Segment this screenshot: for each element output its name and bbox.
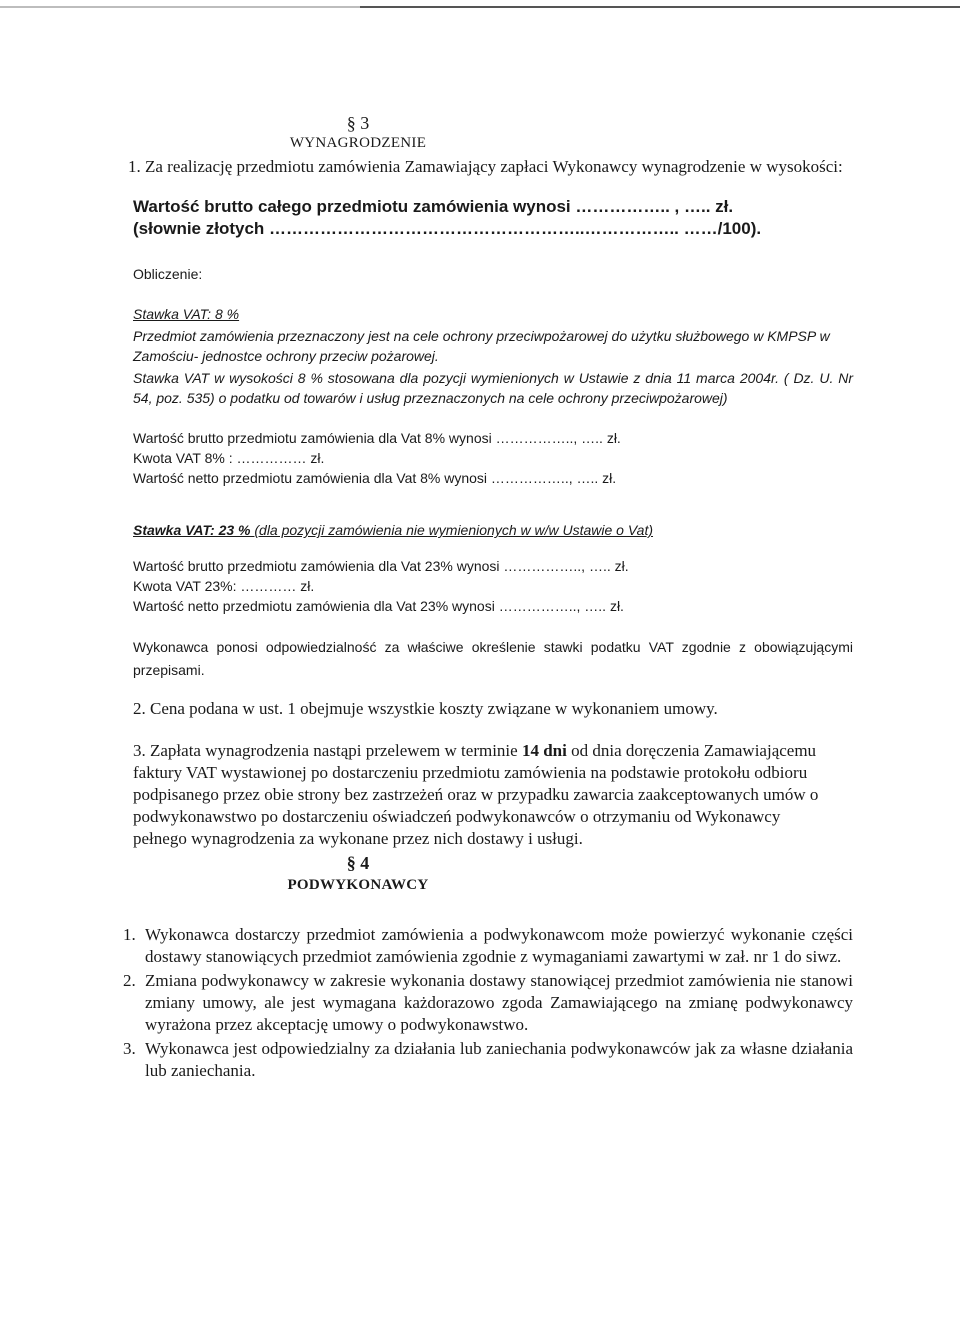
total-value-words-line: (słownie złotych ………………………………………………..…………….. ……/100).	[133, 219, 762, 238]
section3-paragraph-1: 1. Za realizację przedmiotu zamówienia Zamawiający zapłaci Wykonawcy wynagrodzenie w wysokości:	[128, 157, 843, 176]
paragraph-3-text-b: od dnia doręczenia Zamawiającemu faktury VAT wystawionej po dostarczeniu przedmiotu zamówienia na podstawie protokołu odbioru podpisanego przez obie strony bez zastrzeżeń oraz w przypadku zawarcia zaakceptowanych umów o podwykonawstwo po dostarczeniu oświadczeń podwykonawców o otrzymaniu od Wykonawcy pełnego wynagrodzenia za wykonane przez nich dostawy i usługi.	[133, 741, 819, 848]
total-value-line: Wartość brutto całego przedmiotu zamówienia wynosi …………….. , ….. zł.	[133, 197, 734, 216]
document-page	[123, 112, 853, 1082]
vat-responsibility-note: Wykonawca ponosi odpowiedzialność za właściwe określenie stawki podatku VAT zgodnie z obowiązującymi przepisami.	[133, 639, 853, 678]
list-item-number: 1.	[123, 925, 136, 944]
scan-top-border	[0, 6, 960, 8]
section3-paragraph-3	[133, 740, 833, 850]
payment-term: 14 dni	[521, 741, 567, 760]
section4-symbol: § 4	[346, 853, 370, 873]
vat23-net-value: Wartość netto przedmiotu zamówienia dla Vat 23% wynosi …………….., ….. zł.	[133, 598, 624, 614]
vat23-heading-note: (dla pozycji zamówienia nie wymienionych w w/w Ustawie o Vat)	[250, 522, 654, 538]
vat23-heading-rate: Stawka VAT: 23 %	[133, 522, 251, 538]
vat8-amount: Kwota VAT 8% : …………… zł.	[133, 450, 325, 466]
list-item-number: 3.	[123, 1039, 136, 1058]
vat8-heading: Stawka VAT: 8 %	[133, 306, 240, 322]
list-item-text: Wykonawca jest odpowiedzialny za działania lub zaniechania podwykonawców jak za własne działania lub zaniechania.	[145, 1039, 853, 1080]
paragraph-3-text-a: 3. Zapłata wynagrodzenia nastąpi przelewem w terminie	[133, 741, 522, 760]
subcontractors-list	[123, 924, 853, 1082]
vat23-gross-value: Wartość brutto przedmiotu zamówienia dla Vat 23% wynosi …………….., ….. zł.	[133, 558, 629, 574]
section4-title: PODWYKONAWCY	[287, 877, 429, 893]
vat23-heading	[133, 520, 853, 540]
vat8-description-1: Przedmiot zamówienia przeznaczony jest na cele ochrony przeciwpożarowej do użytku służbowego w KMPSP w Zamościu- jednostce ochrony przeciw pożarowej.	[133, 328, 830, 364]
section3-paragraph-2: 2. Cena podana w ust. 1 obejmuje wszystkie koszty związane w wykonaniem umowy.	[133, 699, 718, 718]
section3-title: WYNAGRODZENIE	[289, 135, 427, 151]
vat8-description-2: Stawka VAT w wysokości 8 % stosowana dla pozycji wymienionych w Ustawie z dnia 11 marca 2004r. ( Dz. U. Nr 54, poz. 535) o podatku od towarów i usług przeznaczonych na cele ochrony przeciwpożarowej)	[133, 370, 853, 406]
list-item	[123, 1038, 853, 1082]
vat8-gross-value: Wartość brutto przedmiotu zamówienia dla Vat 8% wynosi …………….., ….. zł.	[133, 430, 621, 446]
vat23-amount: Kwota VAT 23%: ………… zł.	[133, 578, 315, 594]
section3-symbol: § 3	[346, 113, 370, 133]
list-item	[123, 970, 853, 1036]
vat8-net-value: Wartość netto przedmiotu zamówienia dla Vat 8% wynosi …………….., ….. zł.	[133, 470, 617, 486]
list-item	[123, 924, 853, 968]
list-item-text: Wykonawca dostarczy przedmiot zamówienia a podwykonawcom może powierzyć wykonanie części dostawy stanowiących przedmiot zamówienia zgodnie z wymaganiami zawartymi w zał. nr 1 do siwz.	[145, 925, 853, 966]
calculation-label: Obliczenie:	[133, 266, 203, 282]
list-item-number: 2.	[123, 971, 136, 990]
list-item-text: Zmiana podwykonawcy w zakresie wykonania dostawy stanowiącej przedmiot zamówienia nie stanowi zmiany umowy, ale jest wymagana każdorazowo zgoda Zamawiającego na zmianę podwykonawcy wyrażona przez akceptację umowy o podwykonawstwo.	[145, 971, 853, 1034]
